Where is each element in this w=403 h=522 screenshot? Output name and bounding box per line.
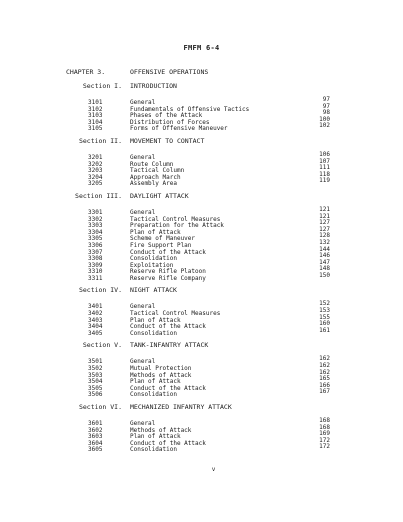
entry-number: 3401 (88, 303, 103, 311)
entry-number: 3205 (88, 180, 103, 188)
entry-number: 3201 (88, 153, 103, 161)
section-title: MOVEMENT TO CONTACT (130, 136, 205, 145)
entry-page: 132 (319, 238, 330, 246)
entry-number: 3309 (88, 261, 103, 269)
entry-number: 3102 (88, 105, 103, 113)
entry-page: 100 (319, 115, 330, 123)
entry-number: 3503 (88, 371, 103, 379)
entry-page: 146 (319, 252, 330, 260)
entry-number: 3505 (88, 384, 103, 392)
entry-page: 169 (319, 430, 330, 438)
entry-page: 166 (319, 381, 330, 389)
entry-title: Tactical Column (130, 167, 185, 175)
entry-title: General (130, 99, 156, 106)
entry-title: Methods of Attack (130, 371, 192, 379)
entry-number: 3308 (88, 255, 103, 263)
entry-title: Fire Support Plan (130, 241, 192, 249)
entry-number: 3403 (88, 316, 103, 324)
entry-number: 3305 (88, 235, 103, 243)
entry-page: 111 (319, 164, 330, 172)
entry-number: 3203 (88, 167, 103, 175)
entry-page: 165 (319, 375, 330, 383)
toc-entry (0, 417, 403, 428)
entry-list (0, 205, 403, 283)
section-title: MECHANIZED INFANTRY ATTACK (130, 403, 232, 411)
entry-number: 3405 (88, 329, 103, 337)
entry-number: 3602 (88, 426, 103, 434)
entry-number: 3307 (88, 248, 103, 256)
entry-list (0, 417, 403, 454)
entry-page: 168 (319, 423, 330, 431)
section-label: Section VI. (78, 403, 122, 411)
entry-number: 3601 (88, 420, 103, 427)
entry-title: Preparation for the Attack (130, 222, 224, 230)
entry-page: 160 (319, 320, 330, 328)
entry-number: 3404 (88, 323, 103, 331)
entry-title: Consolidation (130, 391, 177, 399)
entry-number: 3302 (88, 215, 103, 223)
entry-number: 3310 (88, 268, 103, 276)
section-heading (0, 192, 403, 202)
toc-entry (0, 355, 403, 366)
entry-number: 3604 (88, 439, 103, 447)
entry-page: 144 (319, 245, 330, 253)
entry-number: 3204 (88, 173, 103, 181)
entry-number: 3104 (88, 118, 103, 126)
entry-page: 147 (319, 258, 330, 266)
entry-title: General (130, 208, 156, 216)
entry-page: 162 (319, 368, 330, 376)
chapter-label: CHAPTER 3. (66, 68, 106, 76)
section-label: Section IV. (78, 286, 122, 295)
entry-title: Route Column (130, 160, 174, 168)
toc-section (0, 192, 403, 283)
chapter-heading (0, 68, 403, 78)
entry-number: 3306 (88, 241, 103, 249)
entry-title: Reserve Rifle Company (130, 274, 206, 282)
entry-title: Methods of Attack (130, 426, 192, 434)
entry-page: 119 (319, 177, 330, 185)
entry-number: 3506 (88, 391, 103, 399)
entry-title: General (130, 358, 156, 366)
entry-title: Tactical Control Measures (130, 310, 221, 318)
section-title: NIGHT ATTACK (130, 286, 177, 295)
table-of-contents (0, 82, 403, 458)
entry-list (0, 300, 403, 337)
entry-title: Reserve Rifle Platoon (130, 268, 206, 276)
entry-page: 168 (319, 417, 330, 424)
entry-title: Assembly Area (130, 180, 177, 188)
entry-page: 167 (319, 388, 330, 396)
entry-page: 121 (319, 212, 330, 220)
entry-page: 162 (319, 355, 330, 363)
entry-number: 3304 (88, 228, 103, 236)
entry-title: Plan of Attack (130, 228, 181, 236)
page-header: FMFM 6-4 (183, 44, 220, 52)
entry-number: 3103 (88, 112, 103, 120)
chapter-title: OFFENSIVE OPERATIONS (130, 68, 209, 76)
entry-title: General (130, 153, 156, 161)
entry-title: Plan of Attack (130, 316, 181, 324)
entry-page: 152 (319, 300, 330, 308)
section-heading (0, 403, 403, 413)
section-heading (0, 341, 403, 351)
section-label: Section I. (82, 82, 122, 90)
entry-page: 155 (319, 313, 330, 321)
entry-number: 3502 (88, 365, 103, 373)
entry-number: 3603 (88, 433, 103, 441)
entry-title: Conduct of the Attack (130, 323, 206, 331)
entry-title: Plan of Attack (130, 433, 181, 441)
entry-number: 3202 (88, 160, 103, 168)
entry-title: Consolidation (130, 255, 177, 263)
entry-title: Forms of Offensive Maneuver (130, 125, 228, 133)
section-heading (0, 286, 403, 296)
entry-page: 150 (319, 271, 330, 279)
entry-number: 3402 (88, 310, 103, 318)
entry-list (0, 96, 403, 133)
entry-page: 107 (319, 157, 330, 165)
entry-page: 128 (319, 232, 330, 240)
page-number: v (211, 466, 216, 473)
entry-list (0, 355, 403, 399)
entry-page: 172 (319, 443, 330, 451)
entry-title: Distribution of Forces (130, 118, 210, 126)
entry-page: 106 (319, 150, 330, 158)
entry-page: 172 (319, 436, 330, 444)
entry-title: Exploitation (130, 261, 174, 269)
section-title: DAYLIGHT ATTACK (130, 191, 189, 200)
entry-number: 3311 (88, 274, 103, 282)
entry-page: 121 (319, 205, 330, 213)
entry-title: Fundamentals of Offensive Tactics (130, 105, 250, 113)
entry-title: Approach March (130, 173, 181, 181)
section-heading (0, 137, 403, 147)
entry-page: 161 (319, 326, 330, 334)
entry-title: Conduct of the Attack (130, 248, 206, 256)
section-label: Section II. (78, 136, 122, 145)
section-heading (0, 82, 403, 92)
entry-title: Tactical Control Measures (130, 215, 221, 223)
entry-title: Consolidation (130, 446, 177, 454)
entry-page: 98 (322, 109, 330, 117)
entry-number: 3504 (88, 378, 103, 386)
entry-page: 162 (319, 362, 330, 370)
entry-title: Phases of the Attack (130, 112, 203, 120)
entry-page: 127 (319, 225, 330, 233)
entry-list (0, 150, 403, 188)
entry-title: Conduct of the Attack (130, 439, 206, 447)
entry-number: 3501 (88, 358, 103, 366)
entry-page: 97 (322, 96, 330, 103)
entry-page: 153 (319, 307, 330, 315)
toc-section (0, 341, 403, 399)
toc-section (0, 137, 403, 188)
toc-section (0, 403, 403, 454)
entry-title: General (130, 420, 156, 427)
section-title: INTRODUCTION (130, 82, 177, 90)
entry-title: General (130, 303, 156, 311)
toc-section (0, 82, 403, 133)
entry-title: Scheme of Maneuver (130, 235, 196, 243)
section-label: Section V. (82, 341, 122, 350)
section-title: TANK-INFANTRY ATTACK (130, 341, 209, 350)
entry-page: 148 (319, 265, 330, 273)
entry-number: 3105 (88, 125, 103, 133)
toc-entry (0, 150, 403, 162)
toc-section (0, 286, 403, 337)
section-label: Section III. (75, 191, 122, 200)
entry-page: 97 (322, 102, 330, 110)
entry-title: Conduct of the Attack (130, 384, 206, 392)
entry-page: 118 (319, 170, 330, 178)
entry-number: 3301 (88, 208, 103, 216)
entry-number: 3605 (88, 446, 103, 454)
entry-number: 3101 (88, 99, 103, 106)
entry-page: 127 (319, 219, 330, 227)
entry-title: Consolidation (130, 329, 177, 337)
entry-page: 102 (319, 122, 330, 130)
entry-title: Plan of Attack (130, 378, 181, 386)
entry-number: 3303 (88, 222, 103, 230)
entry-title: Mutual Protection (130, 365, 192, 373)
